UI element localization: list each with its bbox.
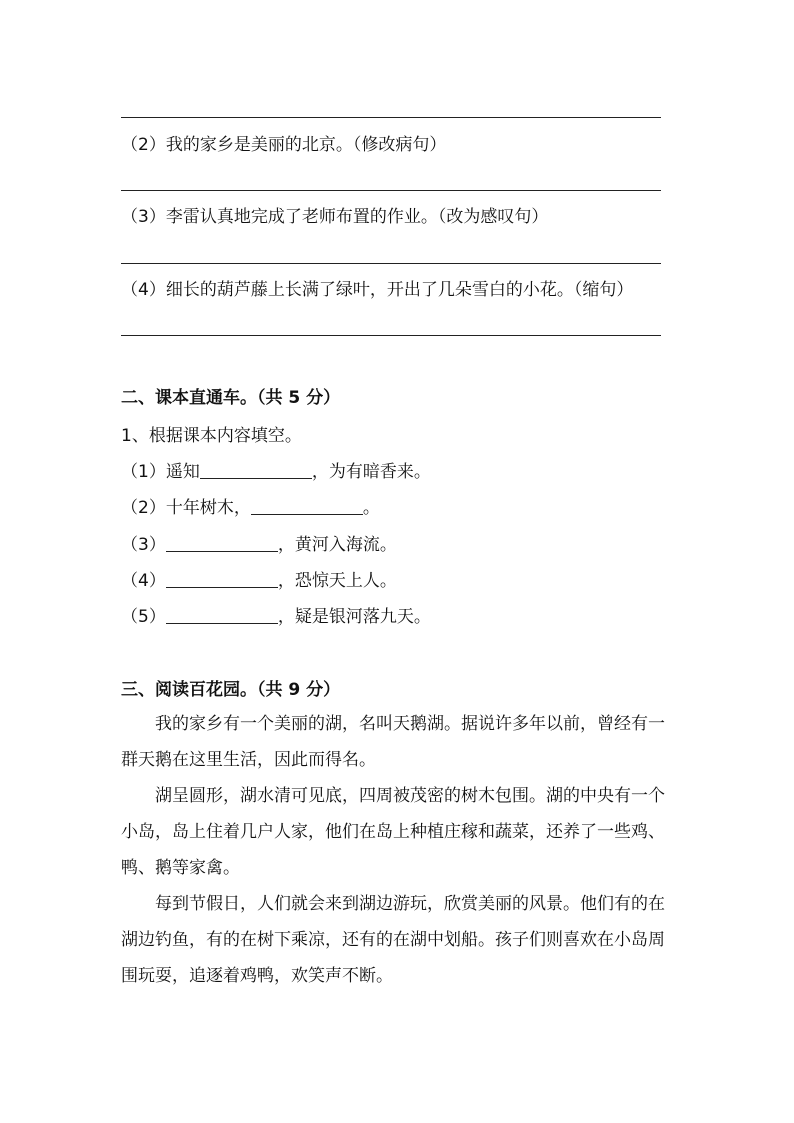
fill-blank-suffix: ，疑是银河落九天。 xyxy=(277,607,431,627)
fill-blank[interactable] xyxy=(166,605,278,624)
fill-blank-suffix: ，恐惊天上人。 xyxy=(277,571,397,591)
fill-blank-item-5 xyxy=(121,605,431,629)
question-item-3: （3）李雷认真地完成了老师布置的作业。（改为感叹句） xyxy=(121,207,549,227)
fill-blank[interactable] xyxy=(200,460,312,479)
paragraph-text: 湖呈圆形，湖水清可见底，四周被茂密的树木包围。湖的中央有一个小岛，岛上住着几户人家，他们在岛上种植庄稼和蔬菜，还养了一些鸡、鸭、鹅等家禽。 xyxy=(121,786,665,878)
fill-blank[interactable] xyxy=(166,569,278,588)
fill-blank-prefix: （2）十年树木， xyxy=(121,498,251,518)
answer-line-4[interactable] xyxy=(121,335,661,336)
passage-paragraph-1 xyxy=(121,706,681,778)
answer-line-3[interactable] xyxy=(121,263,661,264)
fill-blank-item-3 xyxy=(121,533,397,557)
fill-blank-prefix: （3） xyxy=(121,535,166,555)
answer-line-1[interactable] xyxy=(121,117,661,118)
fill-blank-suffix: 。 xyxy=(362,498,380,518)
fill-blank[interactable] xyxy=(251,496,363,515)
reading-passage xyxy=(121,706,681,994)
fill-blank-item-2 xyxy=(121,496,380,520)
question-item-4: （4）细长的葫芦藤上长满了绿叶，开出了几朵雪白的小花。（缩句） xyxy=(121,280,634,300)
section-2-title: 二、课本直通车。（共 5 分） xyxy=(121,388,341,408)
answer-line-2[interactable] xyxy=(121,190,661,191)
passage-paragraph-3 xyxy=(121,886,681,994)
fill-blank[interactable] xyxy=(166,533,278,552)
section-2-instruction: 1、根据课本内容填空。 xyxy=(121,426,302,446)
fill-blank-prefix: （1）遥知 xyxy=(121,462,200,482)
fill-blank-item-1 xyxy=(121,460,431,484)
fill-blank-prefix: （4） xyxy=(121,571,166,591)
fill-blank-prefix: （5） xyxy=(121,607,166,627)
paragraph-text: 我的家乡有一个美丽的湖，名叫天鹅湖。据说许多年以前，曾经有一群天鹅在这里生活，因此而得名。 xyxy=(121,714,665,770)
fill-blank-suffix: ，为有暗香来。 xyxy=(311,462,431,482)
fill-blank-item-4 xyxy=(121,569,397,593)
fill-blank-suffix: ，黄河入海流。 xyxy=(277,535,397,555)
passage-paragraph-2 xyxy=(121,778,681,886)
section-3-title: 三、阅读百花园。（共 9 分） xyxy=(121,680,341,700)
paragraph-text: 每到节假日，人们就会来到湖边游玩，欣赏美丽的风景。他们有的在湖边钓鱼，有的在树下乘凉，还有的在湖中划船。孩子们则喜欢在小岛周围玩耍，追逐着鸡鸭，欢笑声不断。 xyxy=(121,894,665,986)
question-item-2: （2）我的家乡是美丽的北京。（修改病句） xyxy=(121,135,447,155)
